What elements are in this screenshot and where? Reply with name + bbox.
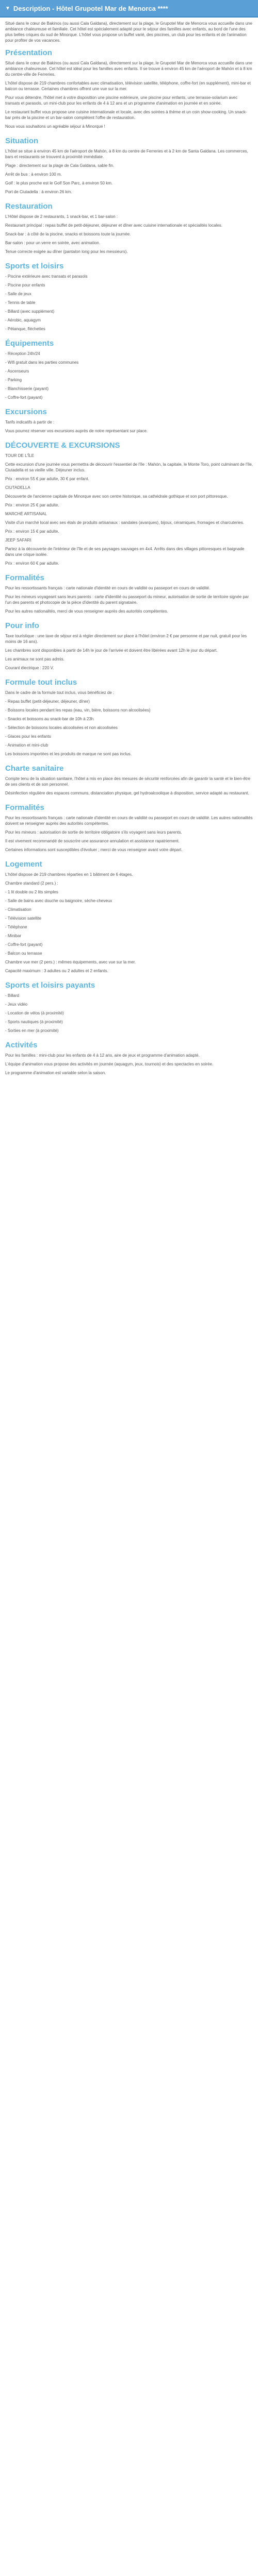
section-title: Restauration <box>5 202 53 211</box>
section-1 <box>5 137 253 195</box>
section-paragraph: - Sports nautiques (à proximité) <box>5 1020 63 1024</box>
section-paragraph: Nous vous souhaitons un agréable séjour à Minorque ! <box>5 124 105 129</box>
section-paragraph: - Coffre-fort (payant) <box>5 395 43 400</box>
section-paragraph: Prix : environ 15 € par adulte. <box>5 529 59 534</box>
section-paragraph: Pour les autres nationalités, merci de vous renseigner auprès des autorités compétentes. <box>5 609 168 614</box>
section-paragraph: MARCHÉ ARTISANAL <box>5 512 47 516</box>
section-paragraph: - Pétanque, fléchettes <box>5 327 45 331</box>
section-paragraph: - Animation et mini-club <box>5 743 49 748</box>
section-paragraph: - Téléphone <box>5 925 27 929</box>
section-paragraph: Golf : le plus proche est le Golf Son Parc, à environ 50 km. <box>5 181 113 185</box>
section-title: Activités <box>5 1041 38 1049</box>
section-3 <box>5 262 253 332</box>
section-paragraph: Cette excursion d'une journée vous permettra de découvrir l'essentiel de l'île : Mahón, la capitale, le Monte Toro, point culminant de l'île, Ciutadella et sa vieille ville. Déjeuner inclus. <box>5 462 253 472</box>
section-paragraph: Plage : directement sur la plage de Cala Galdana, sable fin. <box>5 163 115 168</box>
section-paragraph: - Sélection de boissons locales alcoolisées et non alcoolisées <box>5 725 118 730</box>
section-paragraph: Prix : environ 55 € par adulte, 30 € par enfant. <box>5 477 89 481</box>
section-paragraph: Situé dans le cœur de Bakinos (ou aussi Cala Galdana), directement sur la plage, le Grupotel Mar de Menorca vous accueille dans une ambiance chaleureuse. Cet hôtel est idéal pour les familles avec enfants. Il se trouve à environ 45 km de l'aéroport de Mahón et à 8 km du centre-ville de Ferreries. <box>5 61 252 77</box>
section-paragraph: - Sorties en mer (à proximité) <box>5 1028 59 1033</box>
section-12 <box>5 860 253 974</box>
section-paragraph: - Aérobic, aquagym <box>5 318 41 323</box>
section-paragraph: - Repas buffet (petit-déjeuner, déjeuner, dîner) <box>5 699 90 704</box>
section-paragraph: - Parking <box>5 378 22 382</box>
section-paragraph: - Wifi gratuit dans les parties communes <box>5 360 79 365</box>
section-paragraph: - Billard <box>5 993 20 998</box>
section-paragraph: Tenue correcte exigée au dîner (pantalon long pour les messieurs). <box>5 249 128 254</box>
section-paragraph: - Piscine extérieure avec transats et parasols <box>5 274 88 279</box>
section-paragraph: - Piscine pour enfants <box>5 283 45 287</box>
section-paragraph: - Location de vélos (à proximité) <box>5 1011 64 1015</box>
section-title: Situation <box>5 137 39 145</box>
section-paragraph: - Télévision satellite <box>5 916 42 921</box>
section-paragraph: Les boissons importées et les produits de marque ne sont pas inclus. <box>5 752 132 756</box>
section-paragraph: - Ascenseurs <box>5 369 29 374</box>
section-paragraph: CIUTADELLA <box>5 485 30 490</box>
section-8 <box>5 621 253 671</box>
section-title: Équipements <box>5 339 54 348</box>
section-paragraph: - Blanchisserie (payant) <box>5 386 49 391</box>
sections <box>5 48 253 1076</box>
section-title: Formalités <box>5 573 44 582</box>
section-paragraph: - Glaces pour les enfants <box>5 734 51 739</box>
section-paragraph: Capacité maximum : 3 adultes ou 2 adultes et 2 enfants. <box>5 969 108 973</box>
section-paragraph: Prix : environ 60 € par adulte. <box>5 561 59 566</box>
section-paragraph: Pour vous détendre, l'hôtel met à votre disposition une piscine extérieure, une piscine pour enfants, une terrasse-solarium avec transats et parasols, un mini-club pour les enfants de 4 à 12 ans et un programme d'animation en journée et en soirée. <box>5 95 238 106</box>
section-11 <box>5 803 253 853</box>
section-6 <box>5 441 253 566</box>
section-paragraph: Pour les mineurs : autorisation de sortie de territoire obligatoire s'ils voyagent sans leurs parents. <box>5 830 182 835</box>
section-paragraph: Arrêt de bus : à environ 100 m. <box>5 172 62 177</box>
section-title: Charte sanitaire <box>5 764 64 773</box>
section-paragraph: Les chambres sont disponibles à partir de 14h le jour de l'arrivée et doivent être libérées avant 12h le jour du départ. <box>5 648 218 653</box>
section-paragraph: Le programme d'animation est variable selon la saison. <box>5 1071 106 1075</box>
section-paragraph: L'hôtel dispose de 219 chambres réparties en 1 bâtiment de 6 étages. <box>5 872 133 877</box>
section-14 <box>5 1041 253 1076</box>
section-paragraph: Taxe touristique : une taxe de séjour est à régler directement sur place à l'hôtel (environ 2 € par personne et par nuit, gratuit pour les moins de 16 ans). <box>5 634 247 644</box>
section-paragraph: Courant électrique : 220 V. <box>5 666 54 670</box>
section-paragraph: - Salle de jeux <box>5 292 31 296</box>
section-paragraph: L'hôtel dispose de 219 chambres confortables avec climatisation, télévision satellite, téléphone, coffre-fort (en supplément), mini-bar et balcon ou terrasse. Certaines chambres offrent une vue sur la mer. <box>5 81 251 91</box>
section-paragraph: Il est vivement recommandé de souscrire une assurance annulation et assistance rapatriement. <box>5 839 180 843</box>
section-title: Sports et loisirs <box>5 262 64 270</box>
section-paragraph: Découverte de l'ancienne capitale de Minorque avec son centre historique, sa cathédrale gothique et son port pittoresque. <box>5 494 228 499</box>
section-paragraph: Partez à la découverte de l'intérieur de l'île et de ses paysages sauvages en 4x4. Arrêts dans des villages pittoresques et baignade dans une crique isolée. <box>5 547 245 557</box>
section-paragraph: - Minibar <box>5 934 22 938</box>
section-5 <box>5 408 253 434</box>
section-0 <box>5 48 253 129</box>
section-title: Logement <box>5 860 42 869</box>
section-paragraph: Certaines informations sont susceptibles d'évoluer ; merci de vous renseigner avant votre départ. <box>5 848 183 852</box>
section-title: Excursions <box>5 408 47 416</box>
section-paragraph: - Tennis de table <box>5 300 36 305</box>
section-paragraph: Désinfection régulière des espaces communs, distanciation physique, gel hydroalcoolique à disposition, service adapté au restaurant. <box>5 791 249 795</box>
section-paragraph: Visite d'un marché local avec ses étals de produits artisanaux : sandales (avarques), bijoux, céramiques, fromages et charcuteries. <box>5 520 244 525</box>
section-paragraph: L'équipe d'animation vous propose des activités en journée (aquagym, jeux, tournois) et des spectacles en soirée. <box>5 1062 214 1066</box>
section-paragraph: Prix : environ 25 € par adulte. <box>5 503 59 507</box>
section-paragraph: Pour les mineurs voyageant sans leurs parents : carte d'identité ou passeport du mineur, autorisation de sortie de territoire signée par l'un des parents et photocopie de la pièce d'identité du parent signataire. <box>5 595 249 605</box>
section-paragraph: L'hôtel se situe à environ 45 km de l'aéroport de Mahón, à 8 km du centre de Ferreries et à 2 km de Santa Galdana. Les commerces, bars et restaurants se trouvent à proximité immédiate. <box>5 149 248 159</box>
section-title: DÉCOUVERTE & EXCURSIONS <box>5 441 120 450</box>
section-paragraph: - Coffre-fort (payant) <box>5 942 43 947</box>
section-paragraph: - Billard (avec supplément) <box>5 309 55 314</box>
section-paragraph: Dans le cadre de la formule tout inclus, vous bénéficiez de : <box>5 690 115 695</box>
section-paragraph: Restaurant principal : repas buffet de petit-déjeuner, déjeuner et dîner avec cuisine internationale et spécialités locales. <box>5 223 222 228</box>
chevron-down-icon[interactable]: ▼ <box>5 5 10 11</box>
section-title: Présentation <box>5 48 52 57</box>
section-paragraph: - Balcon ou terrasse <box>5 951 42 956</box>
section-paragraph: - Snacks et boissons au snack-bar de 10h à 23h <box>5 717 94 721</box>
section-9 <box>5 678 253 757</box>
section-paragraph: - 1 lit double ou 2 lits simples <box>5 890 58 894</box>
section-paragraph: Les animaux ne sont pas admis. <box>5 657 64 662</box>
section-paragraph: Pour les familles : mini-club pour les enfants de 4 à 12 ans, aire de jeux et programme d'animation adapté. <box>5 1053 200 1058</box>
section-title: Formule tout inclus <box>5 678 77 687</box>
section-paragraph: - Climatisation <box>5 907 31 912</box>
section-2 <box>5 202 253 255</box>
section-13 <box>5 981 253 1033</box>
section-paragraph: - Salle de bains avec douche ou baignoire, sèche-cheveux <box>5 899 112 903</box>
section-paragraph: - Jeux vidéo <box>5 1002 28 1007</box>
section-paragraph: Bar-salon : pour un verre en soirée, avec animation. <box>5 241 101 245</box>
page-title: Description - Hôtel Grupotel Mar de Menorca **** <box>13 4 168 12</box>
section-paragraph: Pour les ressortissants français : carte nationale d'identité en cours de validité ou passeport en cours de validité. Les autres nationalités doivent se renseigner auprès des autorités compétentes. <box>5 816 253 826</box>
section-4 <box>5 339 253 400</box>
section-paragraph: Chambre standard (2 pers.) : <box>5 881 58 886</box>
section-title: Pour info <box>5 621 39 630</box>
section-paragraph: Vous pourrez réserver vos excursions auprès de notre représentant sur place. <box>5 429 148 433</box>
section-paragraph: JEEP SAFARI <box>5 538 31 543</box>
main-content <box>0 18 258 1076</box>
section-paragraph: Port de Ciutadella : à environ 26 km. <box>5 190 72 194</box>
section-paragraph: - Boissons locales pendant les repas (eau, vin, bière, boissons non alcoolisées) <box>5 708 151 713</box>
section-title: Formalités <box>5 803 44 812</box>
section-title: Sports et loisirs payants <box>5 981 95 990</box>
section-paragraph: Pour les ressortissants français : carte nationale d'identité en cours de validité ou passeport en cours de validité. <box>5 586 211 590</box>
section-paragraph: Compte tenu de la situation sanitaire, l'hôtel a mis en place des mesures de sécurité renforcées afin de garantir la santé et le bien-être de ses clients et de son personnel. <box>5 776 251 787</box>
section-paragraph: Le restaurant buffet vous propose une cuisine internationale et locale, avec des soirées à thème et un coin show-cooking. Un snack-bar près de la piscine et un bar-salon complètent l'offre de restauration. <box>5 110 247 120</box>
section-7 <box>5 573 253 614</box>
section-paragraph: TOUR DE L'ÎLE <box>5 453 35 458</box>
section-paragraph: L'Hôtel dispose de 2 restaurants, 1 snack-bar, et 1 bar-salon : <box>5 214 118 219</box>
section-paragraph: Snack-bar : à côté de la piscine, snacks et boissons toute la journée. <box>5 232 131 236</box>
section-10 <box>5 764 253 796</box>
intro-text: Situé dans le cœur de Bakinos (ou aussi Cala Galdana), directement sur la plage, le Grupotel Mar de Menorca vous accueille dans une ambiance chaleureuse et familiale. Cet hôtel est spécialement adapté pour le séjour des familles avec enfants, au bord de l'une des plus belles criques du sud de Minorque. L'hôtel vous propose un buffet varié, des piscines, un club pour les enfants et de l'animation pour profiter de vos vacances. <box>5 21 252 43</box>
header-bar <box>0 0 258 18</box>
section-paragraph: Chambre vue mer (2 pers.) : mêmes équipements, avec vue sur la mer. <box>5 960 136 964</box>
section-paragraph: Tarifs indicatifs à partir de : <box>5 420 55 425</box>
section-paragraph: - Réception 24h/24 <box>5 351 40 356</box>
